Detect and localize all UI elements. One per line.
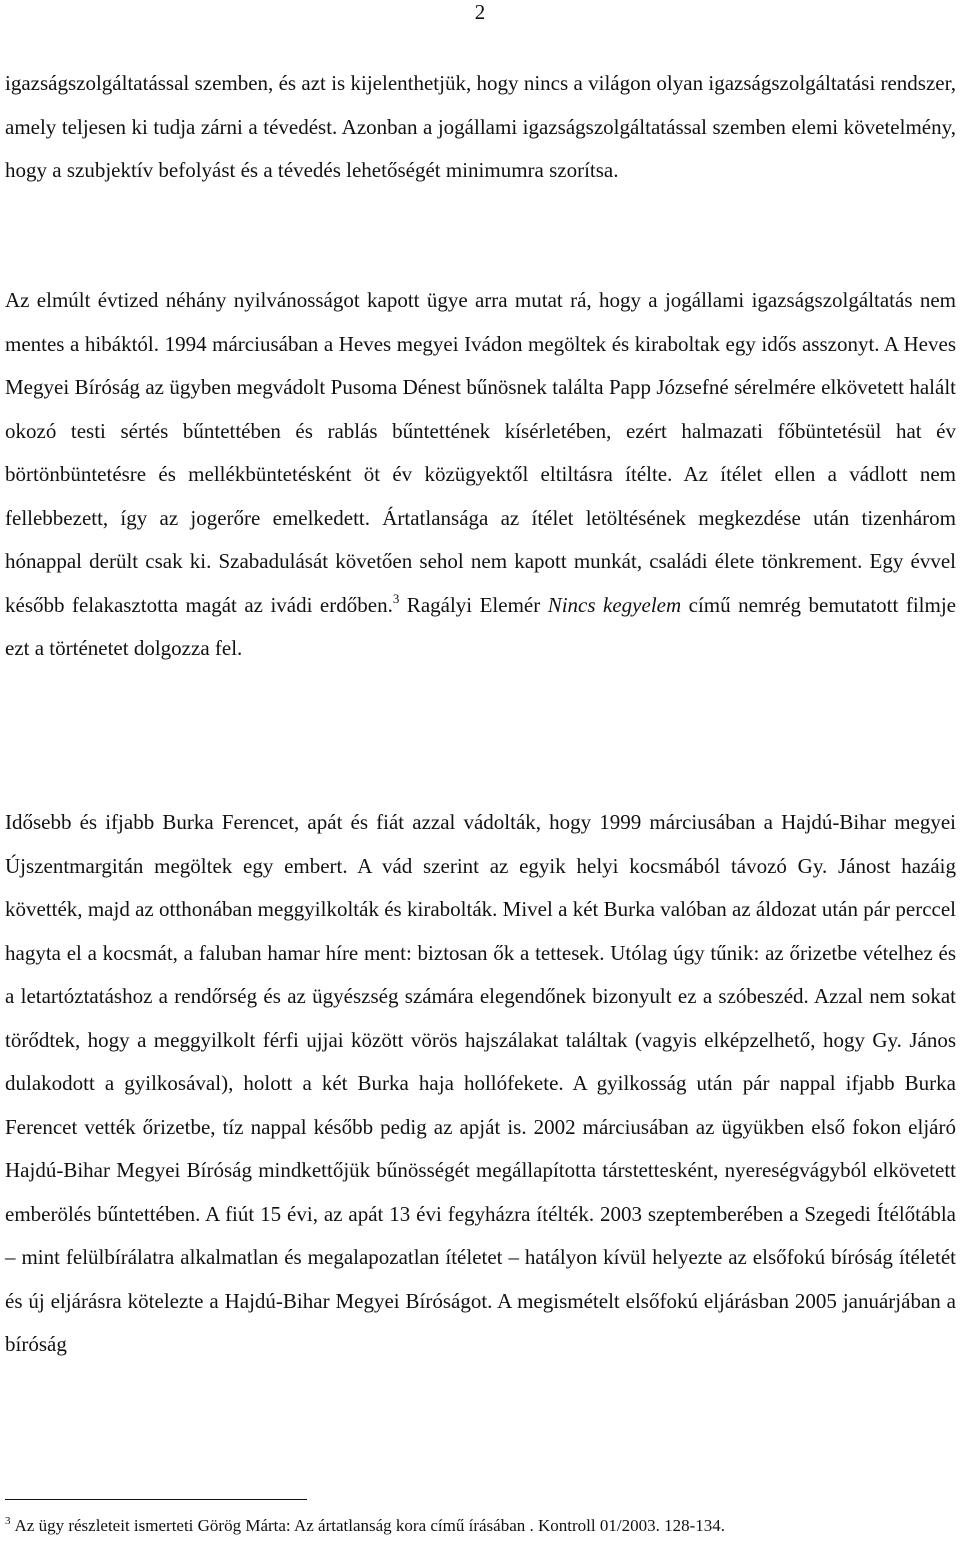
footnote-reference: 3 [392,590,400,606]
film-title: Nincs kegyelem [547,592,682,617]
footnote-divider [5,1499,307,1500]
paragraph-2-text: Az elmúlt évtized néhány nyilvánosságot kapott ügye arra mutat rá, hogy a jogállami igazságszolgáltatás nem mentes a hibáktól. 1994 márciusában a Heves megyei Ivádon megöltek és kiraboltak egy idős asszonyt. A Heves Megyei Bíróság az ügyben megvádolt Pusoma Dénest bűnösnek találta Papp Józsefné sérelmére elkövetett halált okozó testi sértés bűntettében és rablás bűntettének kísérletében, ezért halmazati főbüntetésül hat év börtönbüntetésre és mellékbüntetésként öt év közügyektől eltiltásra ítélte. Az ítélet ellen a vádlott nem fellebbezett, így az jogerőre emelkedett. Ártatlansága az ítélet letöltésének megkezdése után tizenhárom hónappal derült csak ki. Szabadulását követően sehol nem kapott munkát, családi élete tönkrement. Egy évvel később felakasztotta magát az ivádi erdőben. [5,288,956,617]
footnote-number: 3 [5,1515,11,1527]
paragraph-3: Idősebb és ifjabb Burka Ferencet, apát és fiát azzal vádolták, hogy 1999 márciusában a Hajdú-Bihar megyei Újszentmargitán megöltek egy embert. A vád szerint az egyik helyi kocsmából távozó Gy. Jánost hazáig követték, majd az otthonában meggyilkolták és kirabolták. Mivel a két Burka valóban az áldozat után pár perccel hagyta el a kocsmát, a faluban hamar híre ment: biztosan ők a tettesek. Utólag úgy tűnik: az őrizetbe vételhez és a letartóztatáshoz a rendőrség és az ügyészség számára elegendőnek bizonyult ez a szóbeszéd. Azzal nem sokat törődtek, hogy a meggyilkolt férfi ujjai között vörös hajszálakat találtak (vagyis elképzelhető, hogy Gy. János dulakodott a gyilkosával), holott a két Burka haja hollófekete. A gyilkosság után pár nappal ifjabb Burka Ferencet vették őrizetbe, tíz nappal később pedig az apját is. 2002 márciusában az ügyükben első fokon eljáró Hajdú-Bihar Megyei Bíróság mindkettőjük bűnösségét megállapította társtettesként, nyereségvágyból elkövetett emberölés bűntettében. A fiút 15 évi, az apát 13 évi fegyházra ítélték. 2003 szeptemberében a Szegedi Ítélőtábla – mint felülbírálatra alkalmatlan és megalapozatlan ítéletet – hatályon kívül helyezte az elsőfokú bíróság ítéletét és új eljárásra kötelezte a Hajdú-Bihar Megyei Bíróságot. A megismételt elsőfokú eljárásban 2005 januárjában a bíróság [5,810,956,1356]
footnote [5,1515,956,1537]
paragraph-2 [5,279,956,671]
paragraph-1: igazságszolgáltatással szemben, és azt is kijelenthetjük, hogy nincs a világon olyan igazságszolgáltatási rendszer, amely teljesen ki tudja zárni a tévedést. Azonban a jogállami igazságszolgáltatással szemben elemi követelmény, hogy a szubjektív befolyást és a tévedés lehetőségét minimumra szorítsa. [5,71,956,182]
paragraph-2-end: című nemrég bemutatott filmje ezt a történetet dolgozza fel. [5,592,956,660]
paragraph-2-middle: Ragályi Elemér [399,592,548,617]
page-number: 2 [474,0,486,24]
footnote-text: Az ügy részleteit ismerteti Görög Márta: Az ártatlanság kora című írásában . Kontroll 01/2003. 128-134. [14,1516,725,1535]
